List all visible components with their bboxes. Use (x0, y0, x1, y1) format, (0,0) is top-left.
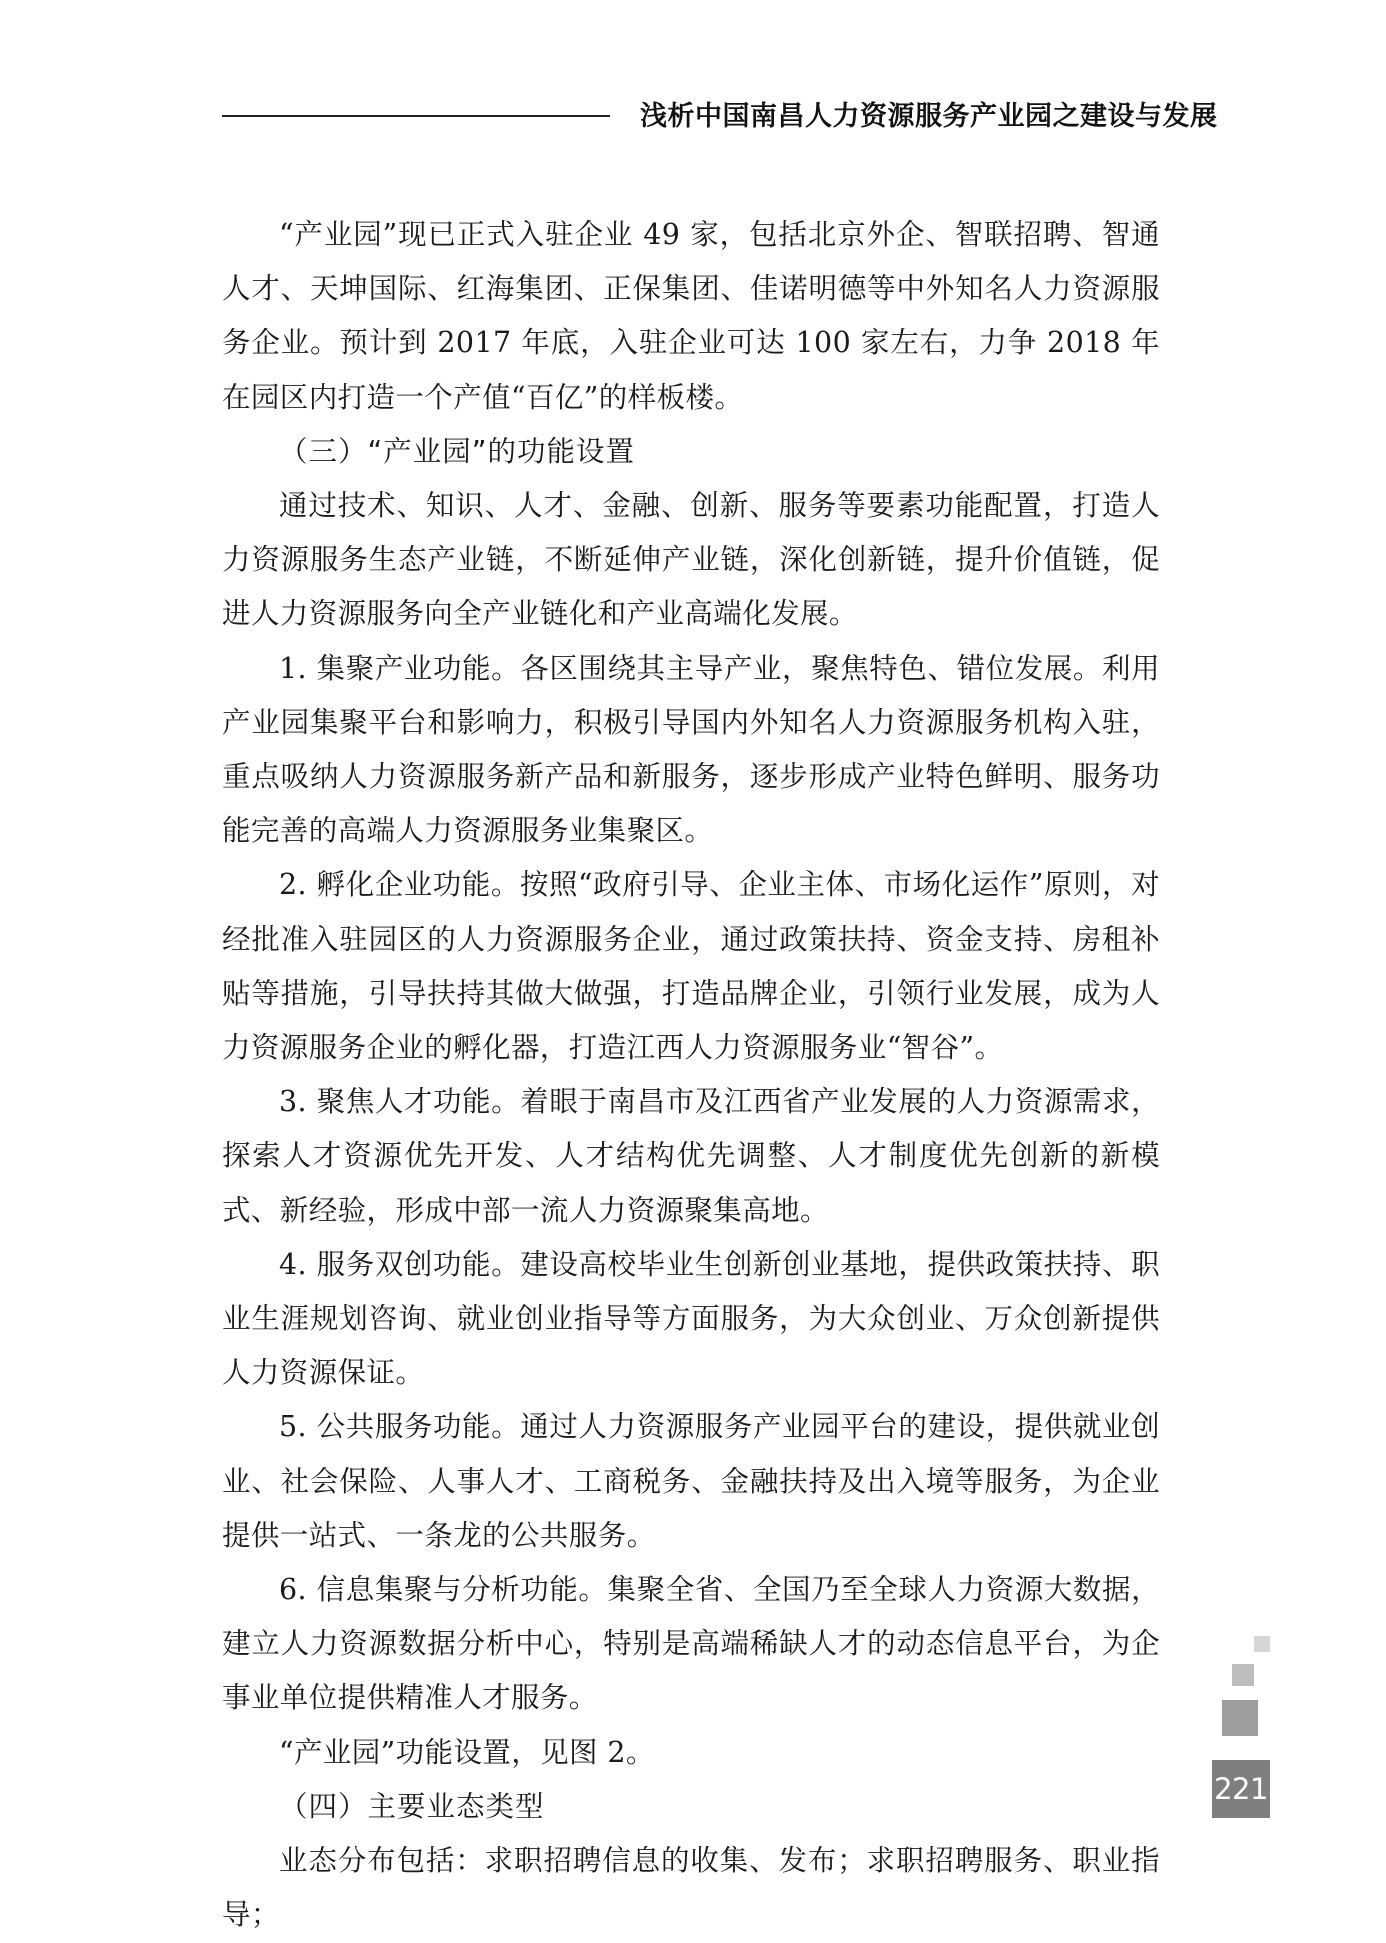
paragraph: “产业园”功能设置，见图 2。 (279, 1735, 655, 1769)
header-rule (222, 115, 610, 117)
paragraph: 业态分布包括：求职招聘信息的收集、发布；求职招聘服务、职业指导； (222, 1844, 1160, 1932)
paragraph: 通过技术、知识、人才、金融、创新、服务等要素功能配置，打造人力资源服务生态产业链，不断延伸产业链，深化创新链，提升价值链，促进人力资源服务向全产业链化和产业高端化发展。 (222, 489, 1160, 631)
paragraph: 1. 集聚产业功能。各区围绕其主导产业，聚焦特色、错位发展。利用产业园集聚平台和影响力，积极引导国内外知名人力资源服务机构入驻，重点吸纳人力资源服务新产品和新服务，逐步形成产业特色鲜明、服务功能完善的高端人力资源服务业集聚区。 (222, 651, 1160, 848)
paragraph: “产业园”现已正式入驻企业 49 家，包括北京外企、智联招聘、智通人才、天坤国际、红海集团、正保集团、佳诺明德等中外知名人力资源服务企业。预计到 2017 年底，入驻企业可达 100 家左右，力争 2018 年在园区内打造一个产值“百亿”的样板楼。 (222, 218, 1160, 414)
decorative-square-3 (1222, 1700, 1258, 1736)
paragraph: 6. 信息集聚与分析功能。集聚全省、全国乃至全球人力资源大数据，建立人力资源数据分析中心，特别是高端稀缺人才的动态信息平台，为企事业单位提供精准人才服务。 (222, 1573, 1160, 1715)
page-number-box (1212, 1760, 1270, 1818)
decorative-square-2 (1232, 1664, 1254, 1686)
section-heading: （四）主要业态类型 (279, 1789, 545, 1823)
decorative-square-1 (1254, 1636, 1270, 1652)
page-number: 221 (1214, 1772, 1268, 1806)
paragraph: 5. 公共服务功能。通过人力资源服务产业园平台的建设，提供就业创业、社会保险、人事人才、工商税务、金融扶持及出入境等服务，为企业提供一站式、一条龙的公共服务。 (222, 1410, 1160, 1552)
body-text (222, 208, 1160, 1943)
paragraph: 4. 服务双创功能。建设高校毕业生创新创业基地，提供政策扶持、职业生涯规划咨询、就业创业指导等方面服务，为大众创业、万众创新提供人力资源保证。 (222, 1247, 1160, 1390)
running-header: 浅析中国南昌人力资源服务产业园之建设与发展 (640, 101, 1218, 132)
paragraph: 3. 聚焦人才功能。着眼于南昌市及江西省产业发展的人力资源需求，探索人才资源优先开发、人才结构优先调整、人才制度优先创新的新模式、新经验，形成中部一流人力资源聚集高地。 (222, 1085, 1160, 1227)
paragraph: 2. 孵化企业功能。按照“政府引导、企业主体、市场化运作”原则，对经批准入驻园区的人力资源服务企业，通过政策扶持、资金支持、房租补贴等措施，引导扶持其做大做强，打造品牌企业，引领行业发展，成为人力资源服务企业的孵化器，打造江西人力资源服务业“智谷”。 (222, 868, 1160, 1065)
section-heading: （三）“产业园”的功能设置 (279, 434, 636, 468)
